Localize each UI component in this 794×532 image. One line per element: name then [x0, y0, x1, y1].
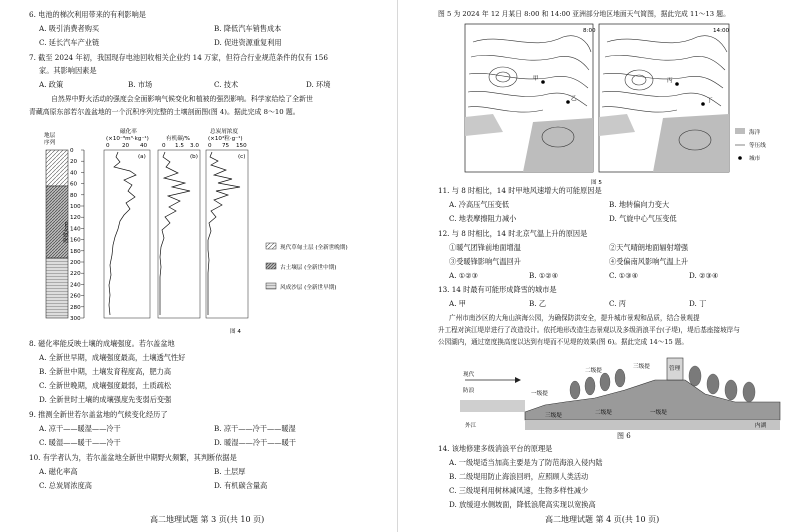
q9-option-a: A. 凉干——暖湿——冷干: [39, 424, 121, 433]
q9-option-c: C. 暖湿——暖干——冷干: [39, 438, 121, 447]
q12-option-d: D. ②③④: [689, 271, 719, 280]
fig4-tick-a0: 0: [106, 143, 110, 149]
q12-item-2: ②天气晴朗地面辐射增强: [609, 243, 689, 252]
fig4-tick-a2: 40: [140, 143, 148, 149]
fig6-label-outer-river: 外江: [465, 423, 477, 429]
q13-option-d: D. 丁: [689, 299, 707, 308]
fig5-legend-isobar: 等压线: [749, 143, 766, 149]
q11-option-d: D. 气旋中心气压变低: [609, 214, 677, 223]
fig6-caption: 图 6: [617, 432, 631, 440]
fig4-head-strata: 地层: [44, 133, 56, 139]
q14-option-a: A. 一级堤适当加高主要是为了防范海浪入侵内陆: [449, 458, 603, 467]
fig4-head-organic: 有机碳/%: [166, 136, 190, 142]
fig5-city-yi: 乙: [571, 96, 577, 102]
fig5-city-bing: 丙: [667, 78, 673, 84]
intro2-line2: 升工程对滨江堤岸进行了改造设计。依托地形改造生态景观以及多级消浪平台(子堤)，堤后基座接坡岸与: [438, 326, 740, 334]
q7-stem-line2: 家。其影响因素是: [39, 66, 97, 75]
q11-option-b: B. 地转偏向力变大: [609, 200, 670, 209]
fig5-city-jia: 甲: [533, 76, 539, 82]
fig4-panel-a: (a): [138, 154, 146, 160]
q12-item-1: ①暖气团锋前地面增温: [449, 243, 521, 252]
q8-option-a: A. 全新世早期，成壤强度最高，土壤透气性好: [39, 353, 186, 362]
q12-stem: 12. 与 8 时相比，14 时北京气温上升的原因是: [438, 229, 588, 238]
fig4-legend-early: 风成沙层 (全新世早期): [280, 285, 337, 291]
fig6-label-wave: 防浪: [463, 388, 475, 394]
intro-line2: 青藏高原东部若尔盖盆地的一个沉积序列完整的土壤剖面图(图 4)。据此完成 8～10 题。: [29, 108, 300, 116]
q9-option-d: D. 暖湿——冷干——暖干: [214, 438, 296, 447]
fig6-label-level3: 三级堤: [545, 413, 562, 419]
fig4-depth-tick: 140: [70, 226, 81, 233]
q10-option-a: A. 磁化率高: [39, 467, 78, 476]
fig4-head-charcoal: 总炭屑浓度: [210, 129, 238, 135]
fig4-depth-tick: 180: [70, 248, 81, 255]
figure-4-soil-profile: [40, 125, 385, 337]
fig6-label-level2-up: 二级提: [585, 368, 602, 374]
fig6-label-level1-up: 一级提: [531, 391, 548, 397]
q10-option-c: C. 总炭屑浓度高: [39, 481, 92, 490]
fig6-label-level3-up: 三级提: [633, 364, 650, 370]
fig4-depth-tick: 240: [70, 282, 81, 289]
fig6-label-modern: 现代: [463, 372, 475, 378]
q9-option-b: B. 凉干——冷干——暖湿: [214, 424, 296, 433]
fig4-depth-tick: 260: [70, 293, 81, 300]
fig5-legend-sea: 海洋: [749, 130, 761, 136]
fig4-panel-c: (c): [238, 154, 246, 160]
q11-option-a: A. 冷高压气压变低: [449, 200, 510, 209]
fig4-head-magnetic: 磁化率: [120, 129, 137, 135]
q12-option-a: A. ①②③: [449, 271, 479, 280]
fig5-caption: 图 5: [591, 180, 602, 186]
fig5-legend-city: 城市: [749, 156, 761, 162]
q9-stem: 9. 推测全新世若尔盖盆地的气候变化经历了: [29, 410, 168, 419]
q7-option-d: D. 环境: [306, 80, 331, 89]
q7-option-a: A. 政策: [39, 80, 64, 89]
q7-option-b: B. 市场: [128, 80, 153, 89]
intro2-line1: 广州市南沙区的大角山滨海公园，为确保防洪安全，提升城市景观和品质，结合景观提: [449, 314, 700, 322]
fig5-city-ding: 丁: [707, 98, 713, 104]
fig4-tick-b0: 0: [162, 143, 166, 149]
q12-item-4: ④受偏南风影响气温上升: [609, 257, 689, 266]
q6-stem: 6. 电池的梯次利用带来的有利影响是: [29, 10, 146, 19]
q6-option-a: A. 吸引消费者购买: [39, 24, 100, 33]
fig4-tick-c1: 75: [222, 143, 230, 149]
fig4-depth-tick: 200: [70, 260, 81, 266]
fig4-depth-label: 深度/cm: [64, 221, 70, 243]
fig5-intro: 图 5 为 2024 年 12 月某日 8:00 和 14:00 亚洲部分地区地面天气简图，据此完成 11～13 题。: [438, 10, 730, 18]
fig5-time-14: 14:00: [713, 28, 730, 34]
figure-5-weather-maps: [463, 22, 783, 187]
fig4-head-magnetic-unit: (×10⁻⁸m³·kg⁻¹): [106, 136, 149, 142]
fig4-tick-b1: 1.5: [175, 143, 184, 149]
fig6-label-building: 管理: [669, 366, 681, 372]
fig6-label-level2: 二级堤: [595, 410, 612, 416]
q13-option-a: A. 甲: [449, 299, 466, 308]
fig4-depth-tick: 60: [70, 181, 78, 188]
q7-stem-line1: 7. 截至 2024 年初，我国现存电池回收相关企业约 14 万家，但符合行业规范条件的仅有 156: [29, 53, 328, 62]
fig4-tick-c2: 150: [236, 143, 247, 149]
q13-option-c: C. 丙: [609, 299, 626, 308]
fig4-tick-c0: 0: [208, 143, 212, 149]
q7-option-c: C. 技术: [214, 80, 239, 89]
figure-6-embankment: [455, 350, 785, 440]
q13-stem: 13. 14 时最有可能形成降雪的城市是: [438, 285, 557, 294]
q11-option-c: C. 地表摩擦阻力减小: [449, 214, 517, 223]
q6-option-d: D. 促进资源重复利用: [214, 38, 282, 47]
right-page-footer: 高二地理试题 第 4 页(共 10 页): [545, 515, 660, 524]
q6-option-b: B. 降低汽车销售成本: [214, 24, 282, 33]
fig5-time-8: 8:00: [583, 28, 596, 34]
q13-option-b: B. 乙: [529, 299, 547, 308]
q12-option-b: B. ①②④: [529, 271, 559, 280]
q10-option-d: D. 有机碳含量高: [214, 481, 268, 490]
fig6-label-level1: 一级堤: [650, 410, 667, 416]
q10-stem: 10. 有学者认为，若尔盖盆地全新世中期野火频繁，其判断依据是: [29, 453, 237, 462]
fig4-depth-tick: 300: [70, 316, 81, 322]
q8-option-b: B. 全新世中期，土壤发育程度高，肥力高: [39, 367, 172, 376]
q14-stem: 14. 该地修建多级消浪平台的原理是: [438, 444, 553, 453]
intro-line1: 自然界中野火活动的强度会全面影响气候变化和植被的强烈影响。科学家给绘了全新世: [51, 95, 313, 103]
fig6-label-inner-lake: 内湖: [755, 423, 767, 429]
fig4-depth-tick: 40: [70, 170, 78, 177]
left-page-footer: 高二地理试题 第 3 页(共 10 页): [150, 515, 265, 524]
fig4-caption: 图 4: [230, 329, 241, 335]
intro2-line3: 公园湖内，通过宽度换高度以达到有堤而不见堤的效果(图 6)。据此完成 14～15 题。: [438, 338, 689, 346]
fig4-depth-tick: 0: [70, 148, 74, 154]
q8-option-c: C. 全新世晚期，成壤强度最弱，土质疏松: [39, 381, 172, 390]
fig4-depth-tick: 160: [70, 237, 81, 244]
fig4-legend-mid: 古土壤层 (全新世中期): [280, 265, 337, 271]
q6-option-c: C. 延长汽车产业链: [39, 38, 100, 47]
q8-stem: 8. 磁化率能反映土壤的成壤强度。若尔盖盆地: [29, 339, 175, 348]
fig4-panel-b: (b): [190, 154, 198, 160]
fig4-depth-tick: 20: [70, 159, 78, 166]
q14-option-d: D. 放缓迎水侧坡面，降低浪爬高实现以宽换高: [449, 500, 596, 509]
q12-option-c: C. ①③④: [609, 271, 639, 280]
fig4-depth-tick: 220: [70, 271, 81, 278]
fig4-depth-tick: 80: [70, 192, 78, 199]
fig4-head-sequence: 序列: [44, 140, 56, 146]
q10-option-b: B. 土层厚: [214, 467, 246, 476]
page-divider: [397, 0, 398, 532]
q12-item-3: ③受暖锋影响气温回升: [449, 257, 521, 266]
q8-option-d: D. 全新世时土壤的成壤强度先变弱后变强: [39, 395, 172, 404]
q14-option-c: C. 三级堤利用树林减风速，生物多样性减少: [449, 486, 589, 495]
fig4-head-charcoal-unit: (×10⁴粒·g⁻¹): [208, 136, 243, 142]
fig4-tick-b2: 3.0: [190, 143, 199, 149]
q14-option-b: B. 二级堤用防止海浪回坍，应照顾人类活动: [449, 472, 589, 481]
fig4-depth-tick: 100: [70, 204, 81, 210]
fig4-tick-a1: 20: [122, 143, 130, 149]
fig4-legend-late: 现代草甸土层 (全新世晚期): [280, 245, 348, 251]
q11-stem: 11. 与 8 时相比，14 时甲地风速增大的可能原因是: [438, 186, 602, 195]
fig4-depth-tick: 280: [70, 304, 81, 311]
fig4-depth-tick: 120: [70, 215, 81, 222]
